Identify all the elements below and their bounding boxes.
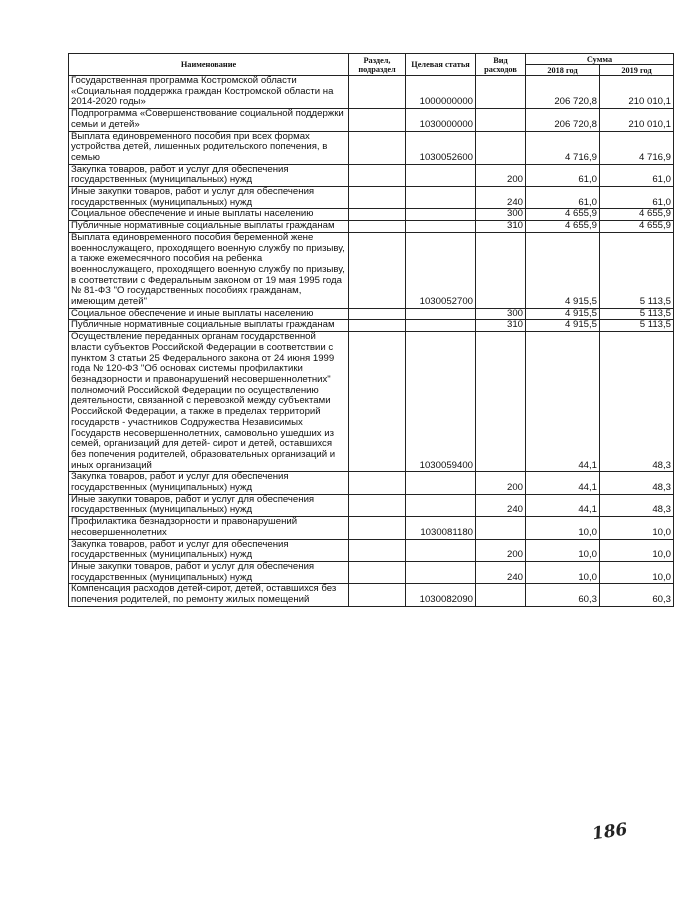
cell-section bbox=[349, 561, 406, 583]
cell-section bbox=[349, 539, 406, 561]
cell-y2019: 5 113,5 bbox=[600, 308, 674, 320]
table-row bbox=[69, 332, 674, 472]
cell-kind: 200 bbox=[476, 539, 526, 561]
cell-name: Профилактика безнадзорности и правонарушений несовершеннолетних bbox=[69, 517, 349, 539]
cell-y2019: 10,0 bbox=[600, 539, 674, 561]
cell-kind: 240 bbox=[476, 494, 526, 516]
cell-kind bbox=[476, 332, 526, 472]
cell-y2018: 10,0 bbox=[526, 561, 600, 583]
table-row bbox=[69, 164, 674, 186]
cell-name: Социальное обеспечение и иные выплаты населению bbox=[69, 308, 349, 320]
budget-table bbox=[68, 53, 674, 607]
cell-section bbox=[349, 472, 406, 494]
cell-y2018: 4 655,9 bbox=[526, 221, 600, 233]
cell-kind bbox=[476, 517, 526, 539]
cell-section bbox=[349, 131, 406, 164]
cell-y2019: 61,0 bbox=[600, 164, 674, 186]
cell-kind: 200 bbox=[476, 164, 526, 186]
cell-y2019: 48,3 bbox=[600, 332, 674, 472]
cell-y2019: 5 113,5 bbox=[600, 232, 674, 308]
cell-kind bbox=[476, 76, 526, 109]
cell-y2018: 61,0 bbox=[526, 164, 600, 186]
table-row bbox=[69, 320, 674, 332]
table-body bbox=[69, 76, 674, 607]
cell-target bbox=[406, 494, 476, 516]
cell-kind bbox=[476, 109, 526, 131]
cell-name: Социальное обеспечение и иные выплаты населению bbox=[69, 209, 349, 221]
cell-section bbox=[349, 109, 406, 131]
cell-kind bbox=[476, 584, 526, 606]
cell-target: 1000000000 bbox=[406, 76, 476, 109]
cell-y2019: 61,0 bbox=[600, 187, 674, 209]
cell-y2018: 10,0 bbox=[526, 517, 600, 539]
cell-section bbox=[349, 76, 406, 109]
cell-name: Закупка товаров, работ и услуг для обеспечения государственных (муниципальных) нужд bbox=[69, 164, 349, 186]
cell-y2018: 44,1 bbox=[526, 472, 600, 494]
table-row bbox=[69, 308, 674, 320]
table-row bbox=[69, 109, 674, 131]
header-target: Целевая статья bbox=[406, 54, 476, 76]
cell-y2018: 61,0 bbox=[526, 187, 600, 209]
cell-y2018: 44,1 bbox=[526, 494, 600, 516]
cell-target: 1030000000 bbox=[406, 109, 476, 131]
cell-y2019: 60,3 bbox=[600, 584, 674, 606]
cell-y2019: 10,0 bbox=[600, 517, 674, 539]
header-kind: Вид расходов bbox=[476, 54, 526, 76]
cell-kind: 310 bbox=[476, 320, 526, 332]
header-sum: Сумма bbox=[526, 54, 674, 65]
header-2019: 2019 год bbox=[600, 65, 674, 76]
cell-y2018: 4 915,5 bbox=[526, 232, 600, 308]
cell-section bbox=[349, 232, 406, 308]
cell-section bbox=[349, 164, 406, 186]
cell-y2019: 210 010,1 bbox=[600, 76, 674, 109]
cell-target bbox=[406, 308, 476, 320]
cell-y2018: 10,0 bbox=[526, 539, 600, 561]
cell-section bbox=[349, 187, 406, 209]
cell-section bbox=[349, 221, 406, 233]
cell-kind: 240 bbox=[476, 187, 526, 209]
cell-target bbox=[406, 209, 476, 221]
page-number: 186 bbox=[590, 819, 629, 845]
cell-kind: 310 bbox=[476, 221, 526, 233]
table-row bbox=[69, 131, 674, 164]
cell-y2019: 4 655,9 bbox=[600, 221, 674, 233]
cell-name: Публичные нормативные социальные выплаты гражданам bbox=[69, 221, 349, 233]
cell-y2019: 4 716,9 bbox=[600, 131, 674, 164]
cell-y2018: 4 915,5 bbox=[526, 308, 600, 320]
table-row bbox=[69, 539, 674, 561]
cell-kind: 240 bbox=[476, 561, 526, 583]
cell-y2018: 4 915,5 bbox=[526, 320, 600, 332]
table-row bbox=[69, 561, 674, 583]
table-row bbox=[69, 221, 674, 233]
table-row bbox=[69, 76, 674, 109]
cell-y2018: 4 716,9 bbox=[526, 131, 600, 164]
table-row bbox=[69, 517, 674, 539]
cell-y2019: 48,3 bbox=[600, 494, 674, 516]
header-2018: 2018 год bbox=[526, 65, 600, 76]
cell-y2018: 60,3 bbox=[526, 584, 600, 606]
cell-kind bbox=[476, 232, 526, 308]
table-row bbox=[69, 494, 674, 516]
cell-target: 1030082090 bbox=[406, 584, 476, 606]
cell-target: 1030052600 bbox=[406, 131, 476, 164]
cell-y2019: 10,0 bbox=[600, 561, 674, 583]
cell-kind: 300 bbox=[476, 209, 526, 221]
cell-y2018: 4 655,9 bbox=[526, 209, 600, 221]
cell-name: Иные закупки товаров, работ и услуг для обеспечения государственных (муниципальных) нужд bbox=[69, 561, 349, 583]
cell-section bbox=[349, 517, 406, 539]
cell-y2019: 4 655,9 bbox=[600, 209, 674, 221]
header-name: Наименование bbox=[69, 54, 349, 76]
cell-y2019: 48,3 bbox=[600, 472, 674, 494]
cell-kind: 200 bbox=[476, 472, 526, 494]
cell-y2019: 5 113,5 bbox=[600, 320, 674, 332]
cell-name: Иные закупки товаров, работ и услуг для обеспечения государственных (муниципальных) нужд bbox=[69, 187, 349, 209]
cell-target: 1030081180 bbox=[406, 517, 476, 539]
cell-y2018: 206 720,8 bbox=[526, 76, 600, 109]
cell-target: 1030052700 bbox=[406, 232, 476, 308]
cell-name: Публичные нормативные социальные выплаты гражданам bbox=[69, 320, 349, 332]
cell-kind: 300 bbox=[476, 308, 526, 320]
cell-y2018: 206 720,8 bbox=[526, 109, 600, 131]
cell-section bbox=[349, 332, 406, 472]
cell-name: Осуществление переданных органам государственной власти субъектов Российской Федерации в соответствии с пунктом 3 статьи 25 Федерального закона от 24 июня 1999 года № 120-ФЗ "Об основах системы профилактики безнадзорности и правонарушений несовершеннолетних" полномочий Российской Федерации по осуществлению деятельности, связанной с перевозкой между субъектами Российской Федерации, а также в пределах территорий государств - участников Содружества Независимых Государств несовершеннолетних, самовольно ушедших из семей, организаций для детей- сирот и детей, оставшихся без попечения родителей, образовательных организаций и иных организаций bbox=[69, 332, 349, 472]
cell-target bbox=[406, 539, 476, 561]
cell-name: Государственная программа Костромской области «Социальная поддержка граждан Костромской области на 2014-2020 годы» bbox=[69, 76, 349, 109]
cell-section bbox=[349, 494, 406, 516]
table-row bbox=[69, 187, 674, 209]
cell-target: 1030059400 bbox=[406, 332, 476, 472]
cell-target bbox=[406, 320, 476, 332]
cell-name: Иные закупки товаров, работ и услуг для обеспечения государственных (муниципальных) нужд bbox=[69, 494, 349, 516]
cell-name: Компенсация расходов детей-сирот, детей, оставшихся без попечения родителей, по ремонту жилых помещений bbox=[69, 584, 349, 606]
cell-name: Подпрограмма «Совершенствование социальной поддержки семьи и детей» bbox=[69, 109, 349, 131]
cell-name: Закупка товаров, работ и услуг для обеспечения государственных (муниципальных) нужд bbox=[69, 539, 349, 561]
cell-section bbox=[349, 320, 406, 332]
cell-target bbox=[406, 561, 476, 583]
cell-y2019: 210 010,1 bbox=[600, 109, 674, 131]
cell-name: Закупка товаров, работ и услуг для обеспечения государственных (муниципальных) нужд bbox=[69, 472, 349, 494]
cell-name: Выплата единовременного пособия беременной жене военнослужащего, проходящего военную службу по призыву, а также ежемесячного пособия на ребенка военнослужащего, проходящего военную службу по призыву, в соответствии с Федеральным законом от 19 мая 1995 года № 81-ФЗ "О государственных пособиях гражданам, имеющим детей" bbox=[69, 232, 349, 308]
cell-target bbox=[406, 164, 476, 186]
cell-y2018: 44,1 bbox=[526, 332, 600, 472]
cell-name: Выплата единовременного пособия при всех формах устройства детей, лишенных родительского попечения, в семью bbox=[69, 131, 349, 164]
table-row bbox=[69, 232, 674, 308]
cell-section bbox=[349, 308, 406, 320]
table-row bbox=[69, 472, 674, 494]
table-row bbox=[69, 584, 674, 606]
cell-kind bbox=[476, 131, 526, 164]
cell-target bbox=[406, 221, 476, 233]
cell-target bbox=[406, 187, 476, 209]
cell-section bbox=[349, 584, 406, 606]
table-row bbox=[69, 209, 674, 221]
header-section: Раздел, подраздел bbox=[349, 54, 406, 76]
cell-section bbox=[349, 209, 406, 221]
cell-target bbox=[406, 472, 476, 494]
